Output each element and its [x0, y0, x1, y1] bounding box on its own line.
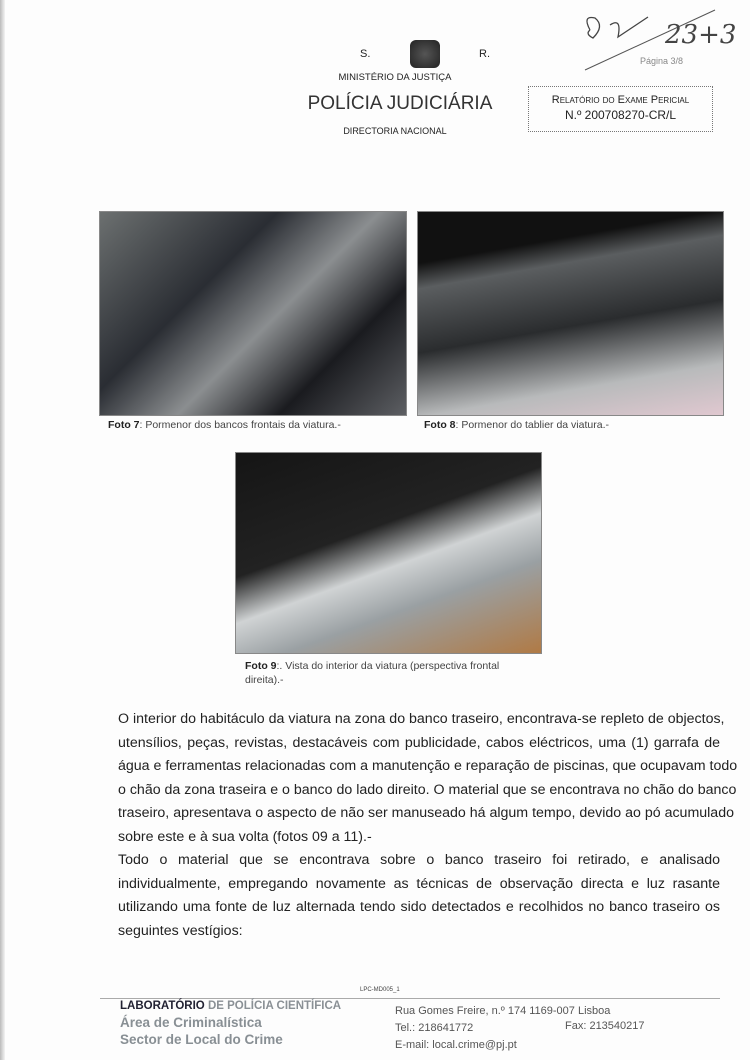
laboratory-name: LABORATÓRIO DE POLÍCIA CIENTÍFICA [120, 1000, 342, 1012]
ministry-name: MINISTÉRIO DA JUSTIÇA [338, 72, 452, 83]
text-line: Todo o material que se encontrava sobre o banco traseiro foi retirado, e analisado [118, 852, 720, 868]
report-number: N.º 200708270-CR/L [564, 108, 677, 122]
paragraph-1 [118, 708, 738, 849]
text-line: individualmente, empregando novamente as técnicas de observação directa e luz rasante [118, 875, 720, 892]
text-line: sobre este e à sua volta (fotos 09 a 11).- [118, 828, 372, 845]
form-code: LPC-MD005_1 [360, 987, 400, 993]
body-text [118, 708, 738, 943]
fax: Fax: 213540217 [565, 1020, 645, 1032]
directorate-name: DIRECTORIA NACIONAL [343, 126, 447, 136]
paragraph-2 [118, 849, 720, 943]
footer-divider [100, 998, 720, 999]
page-number: Página 3/8 [640, 56, 684, 66]
police-name: POLÍCIA JUDICIÁRIA [307, 93, 493, 114]
text-line: traseiro, apresentava o aspecto de não ser manuseado há algum tempo, devido ao pó acumulado [118, 805, 734, 821]
report-box [528, 86, 713, 132]
photo-9-caption: Foto 9:. Vista do interior da viatura (perspectiva frontal direita).- [245, 660, 500, 686]
handwritten-number: 23+3 [665, 20, 737, 50]
photo-7-caption: Foto 7: Pormenor dos bancos frontais da viatura.- [108, 419, 341, 431]
scan-edge [0, 0, 5, 1060]
text-line: água e ferramentas relacionadas com a manutenção e reparação de piscinas, que ocupavam todo [118, 758, 738, 774]
text-line: seguintes vestígios: [118, 922, 243, 939]
text-line: O interior do habitáculo da viatura na zona do banco traseiro, encontrava-se repleto de objectos, [118, 711, 725, 727]
text-line: utilizando uma fonte de luz alternada tendo sido detectados e recolhidos no banco traseiro os [118, 899, 720, 915]
header-r: R. [479, 48, 490, 60]
coat-of-arms-icon [410, 40, 440, 68]
footer-department [120, 1014, 283, 1048]
email: E-mail: local.crime@pj.pt [395, 1039, 517, 1051]
address: Rua Gomes Freire, n.º 174 1169-007 Lisboa [395, 1005, 611, 1017]
text-line: utensílios, peças, revistas, destacáveis com publicidade, cabos eléctricos, uma (1) garrafa de [118, 734, 720, 751]
sector-name: Sector de Local do Crime [120, 1032, 283, 1047]
header-s: S. [360, 48, 371, 60]
photo-7-front-seats [99, 211, 407, 416]
header-emblem [360, 40, 490, 68]
photo-9-interior [235, 452, 542, 654]
photo-8-caption: Foto 8: Pormenor do tablier da viatura.- [424, 419, 609, 431]
photo-8-dashboard [417, 211, 724, 416]
text-line: o chão da zona traseira e o banco do lado direito. O material que se encontrava no chão do banco [118, 781, 737, 798]
telephone: Tel.: 218641772 [395, 1022, 474, 1034]
report-title: Relatório do Exame Pericial [551, 94, 690, 106]
area-name: Área de Criminalística [120, 1015, 262, 1030]
